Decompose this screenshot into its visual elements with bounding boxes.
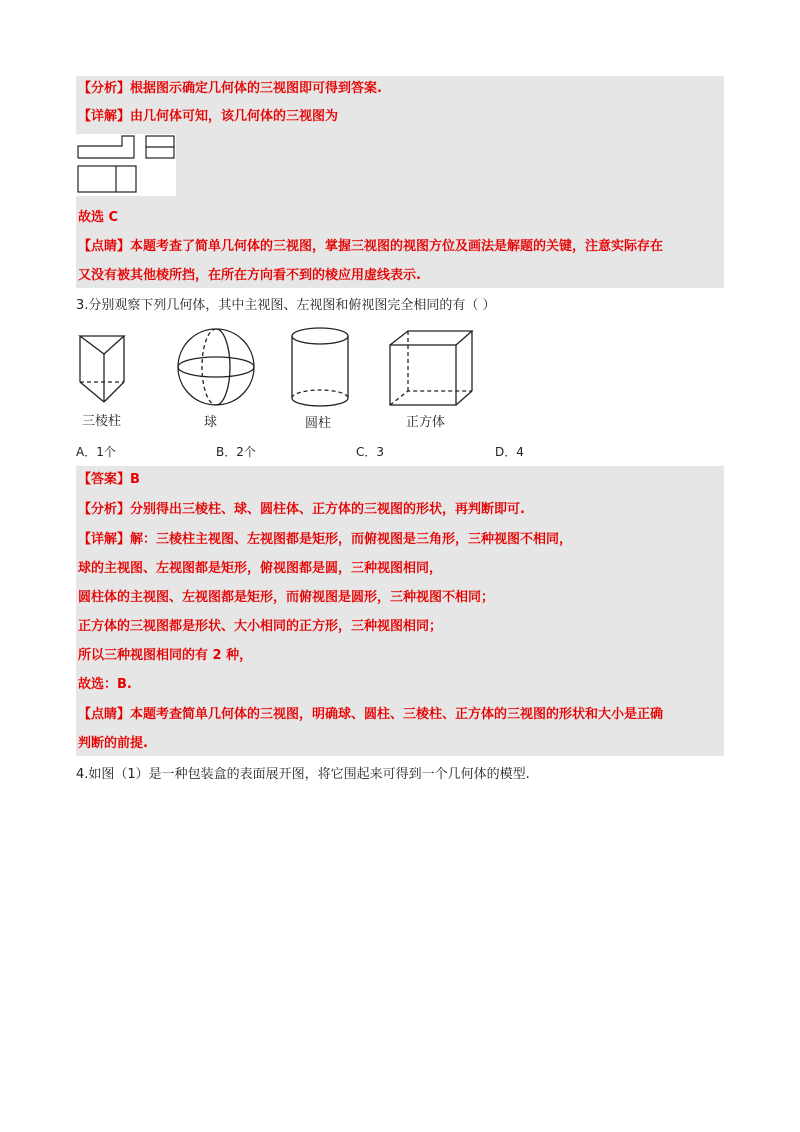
detail-line-1: 【详解】解：三棱柱主视图、左视图都是矩形，而俯视图是三角形，三种视图不相同， xyxy=(78,532,573,547)
detail-line-5: 所以三种视图相同的有 2 种， xyxy=(78,648,253,663)
solution-block-3 xyxy=(76,466,724,756)
question-4-stem: 4.如图（1）是一种包装盒的表面展开图，将它围起来可得到一个几何体的模型. xyxy=(76,767,530,782)
detail-text: 【详解】由几何体可知，该几何体的三视图为 xyxy=(78,109,339,124)
choice-text: 故选 C xyxy=(78,210,119,225)
detail-line-2: 球的主视图、左视图都是矩形，俯视图都是圆，三种视图相同， xyxy=(78,561,443,576)
analysis-text: 【分析】分别得出三棱柱、球、圆柱体、正方体的三视图的形状，再判断即可. xyxy=(78,502,525,517)
detail-line-4: 正方体的三视图都是形状、大小相同的正方形，三种视图相同； xyxy=(78,619,443,634)
sphere-icon xyxy=(174,327,264,407)
solution-block-1 xyxy=(76,76,724,288)
triangular-prism-icon xyxy=(74,330,164,410)
three-view-figure xyxy=(76,134,176,196)
figure-label-sphere: 球 xyxy=(204,415,218,430)
option-b: B．2个 xyxy=(216,445,256,459)
option-a: A．1个 xyxy=(76,445,116,459)
comment-line-1: 【点睛】本题考查了简单几何体的三视图，掌握三视图的视图方位及画法是解题的关键，注意实际存在 xyxy=(78,239,664,254)
option-c: C．3 xyxy=(356,445,385,459)
comment-line-2: 又没有被其他棱所挡，在所在方向看不到的棱应用虚线表示. xyxy=(78,268,421,283)
figure-label-cube: 正方体 xyxy=(406,415,446,430)
option-d: D．4 xyxy=(495,445,524,459)
question-3-stem: 3.分别观察下列几何体，其中主视图、左视图和俯视图完全相同的有（ ） xyxy=(76,298,496,313)
cube-icon xyxy=(388,329,478,409)
choice-text: 故选：B. xyxy=(78,677,132,692)
analysis-text: 【分析】根据图示确定几何体的三视图即可得到答案. xyxy=(78,81,382,96)
cylinder-icon xyxy=(288,326,358,412)
figure-label-cylinder: 圆柱 xyxy=(305,416,332,431)
answer-text: 【答案】B xyxy=(78,472,140,487)
three-view-drawing xyxy=(76,134,176,196)
comment-line-1: 【点睛】本题考查简单几何体的三视图，明确球、圆柱、三棱柱、正方体的三视图的形状和大小是正确 xyxy=(78,707,664,722)
figure-label-prism: 三棱柱 xyxy=(82,414,122,429)
comment-line-2: 判断的前提. xyxy=(78,736,148,751)
detail-line-3: 圆柱体的主视图、左视图都是矩形，而俯视图是圆形，三种视图不相同； xyxy=(78,590,495,605)
